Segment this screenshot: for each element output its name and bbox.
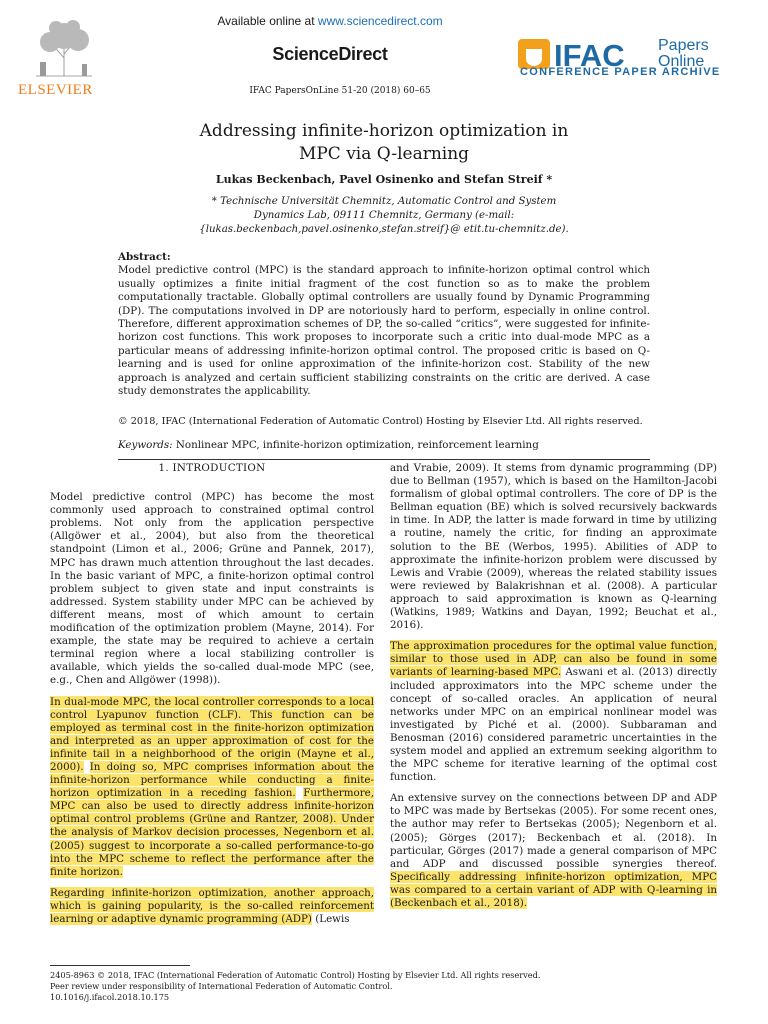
right-paragraph-3 bbox=[390, 792, 717, 910]
sciencedirect-link[interactable]: www.sciencedirect.com bbox=[317, 14, 443, 28]
section-heading-introduction: 1. INTRODUCTION bbox=[158, 462, 266, 474]
ifac-online-logo: Online bbox=[658, 53, 705, 70]
highlight-2: In doing so, MPC comprises information about the infinite-horizon performance while conducting a finite-horizon optimization in a receding fashion. bbox=[50, 760, 374, 800]
intro-paragraph-1: Model predictive control (MPC) has become the most commonly used approach to constrained optimal control problems. Not only from the application perspective (Allgöwer et al., 2004), but also from the theoretical standpoint (Limon et al., 2006; Grüne and Pannek, 2017), MPC has drawn much attention throughout the last decades. In the basic variant of MPC, a finite-horizon optimal control problem subject to given state and input constraints is addressed. System stability under MPC can be achieved by different means, most of which amount to certain modification of the optimization problem (Mayne, 2014). For example, the state may be required to achieve a certain terminal region where a local stabilizing controller is available, which yields the so-called dual-mode MPC (see, e.g., Chen and Allgöwer (1998)). bbox=[50, 491, 374, 687]
ifac-word-logo: IFAC bbox=[554, 38, 625, 73]
intro-paragraph-2 bbox=[50, 696, 374, 879]
ifac-archive-strapline: CONFERENCE PAPER ARCHIVE bbox=[520, 66, 721, 78]
title-line-2: MPC via Q-learning bbox=[298, 144, 470, 164]
abstract-copyright: © 2018, IFAC (International Federation of Automatic Control) Hosting by Elsevier Ltd. All rights reserved. bbox=[118, 416, 643, 427]
highlight-3: Furthermore, MPC can also be used to directly address infinite-horizon optimal control problems (Grüne and Rantzer, 2008). Under the analysis of Markov decision processes, Negenborn et al. (2005) suggest to incorporate a so-called performance-to-go into the MPC scheme to reflect the performance after the finite horizon. bbox=[50, 787, 374, 878]
abstract-divider bbox=[118, 459, 650, 460]
elsevier-tree-icon bbox=[16, 18, 112, 78]
footer-issn: 2405-8963 © 2018, IFAC (International Federation of Automatic Control) Hosting by Elsevier Ltd. All rights reserved. bbox=[50, 970, 541, 980]
affiliation-line-1: * Technische Universität Chemnitz, Automatic Control and System bbox=[211, 196, 557, 207]
elsevier-wordmark: ELSEVIER bbox=[18, 82, 93, 98]
highlight-6: Specifically addressing infinite-horizon optimization, MPC was compared to a certain variant of ADP with Q-learning in (Beckenbach et al., 2018). bbox=[390, 870, 717, 909]
intro-paragraph-3-rest: (Lewis bbox=[311, 913, 350, 925]
right-column bbox=[390, 462, 717, 918]
abstract-label: Abstract: bbox=[118, 251, 171, 263]
affiliation bbox=[0, 195, 768, 237]
available-online-text: Available online at bbox=[217, 14, 318, 28]
footer-doi: 10.1016/j.ifacol.2018.10.175 bbox=[50, 992, 170, 1002]
journal-citation: IFAC PapersOnLine 51-20 (2018) 60–65 bbox=[249, 86, 431, 96]
affiliation-line-2: Dynamics Lab, 09111 Chemnitz, Germany (e-mail: bbox=[253, 210, 515, 221]
abstract-text: Model predictive control (MPC) is the standard approach to infinite-horizon optimal control which usually optimizes a finite initial fragment of the cost function so as to make the problem computationally tractable. Globally optimal controllers are usually found by Dynamic Programming (DP). The computations involved in DP are notoriously hard to perform, especially in online control. Therefore, different approximation schemes of DP, the so-called “critics”, were suggested for infinite-horizon cost functions. This work proposes to incorporate such a critic into dual-mode MPC as a particular means of addressing infinite-horizon optimal control. The proposed critic is based on Q-learning and is used for online approximation of the infinite-horizon cost. Stability of the new approach is analyzed and certain sufficient stabilizing constraints on the critic are derived. A case study demonstrates the applicability. bbox=[118, 264, 650, 398]
footer-divider bbox=[50, 965, 190, 966]
ifac-papers-logo: Papers bbox=[658, 37, 709, 54]
keywords-label: Keywords: bbox=[118, 439, 173, 451]
sciencedirect-brand: ScienceDirect bbox=[272, 44, 388, 64]
paper-title bbox=[0, 120, 768, 166]
intro-paragraph-3 bbox=[50, 887, 374, 926]
author-list: Lukas Beckenbach, Pavel Osinenko and Stefan Streif * bbox=[215, 173, 553, 186]
highlight-1: In dual-mode MPC, the local controller corresponds to a local control Lyapunov function (CLF). This function can be employed as terminal cost in the finite-horizon optimization and interpreted as an upper approximation of cost for the infinite tail in a neighborhood of the origin (Mayne et al., 2000). bbox=[50, 695, 374, 773]
footer-peer-review: Peer review under responsibility of International Federation of Automatic Control. bbox=[50, 981, 393, 991]
affiliation-line-3: {lukas.beckenbach,pavel.osinenko,stefan.streif}@ etit.tu-chemnitz.de). bbox=[199, 224, 569, 235]
left-column bbox=[50, 462, 374, 934]
highlight-5: The approximation procedures for the optimal value function, similar to those used in ADP, can also be found in some variants of learning-based MPC. bbox=[390, 640, 717, 679]
keywords bbox=[118, 439, 658, 451]
abstract bbox=[118, 251, 650, 398]
highlight-4: Regarding infinite-horizon optimization, another approach, which is gaining popularity, is the so-called reinforcement learning or adaptive dynamic programming (ADP) bbox=[50, 886, 374, 925]
right-paragraph-1: and Vrabie, 2009). It stems from dynamic programming (DP) due to Bellman (1957), which is based on the Hamilton-Jacobi formalism of global optimal controllers. The core of DP is the Bellman equation (BE) which is solved recursively backwards in time. In ADP, the latter is made forward in time by utilizing a routine, namely the critic, for finding an approximate solution to the BE (Werbos, 1995). Abilities of ADP to approximate the infinite-horizon problem were discussed by Lewis and Vrabie (2009), whereas the related stability issues were reviewed by Balakrishnan et al. (2008). A particular approach to said approximation is known as Q-learning (Watkins, 1989; Watkins and Dayan, 1992; Beuchat et al., 2016). bbox=[390, 462, 717, 632]
right-paragraph-2 bbox=[390, 640, 717, 784]
footer bbox=[50, 970, 730, 1003]
title-line-1: Addressing infinite-horizon optimization in bbox=[199, 121, 569, 141]
keywords-text: Nonlinear MPC, infinite-horizon optimization, reinforcement learning bbox=[172, 439, 539, 451]
right-paragraph-2-rest: Aswani et al. (2013) directly included approximators into the MPC scheme under the concept of so-called oracles. An application of neural networks under MPC on an empirical nonlinear model was investigated by Piché et al. (2000). Subbaraman and Benosman (2016) considered parametric uncertainties in the system model and applied an extremum seeking algorithm to the MPC scheme for iterative learning of the optimal cost function. bbox=[390, 666, 717, 784]
right-paragraph-3-text: An extensive survey on the connections between DP and ADP to MPC was made by Bertsekas (2005). For some recent ones, the author may refer to Bertsekas (2005); Negenborn et al. (2005); Görges (2017); Beckenbach et al. (2018). In particular, Görges (2017) made a general comparison of MPC and ADP and discussed possible synergies thereof. bbox=[390, 792, 717, 870]
